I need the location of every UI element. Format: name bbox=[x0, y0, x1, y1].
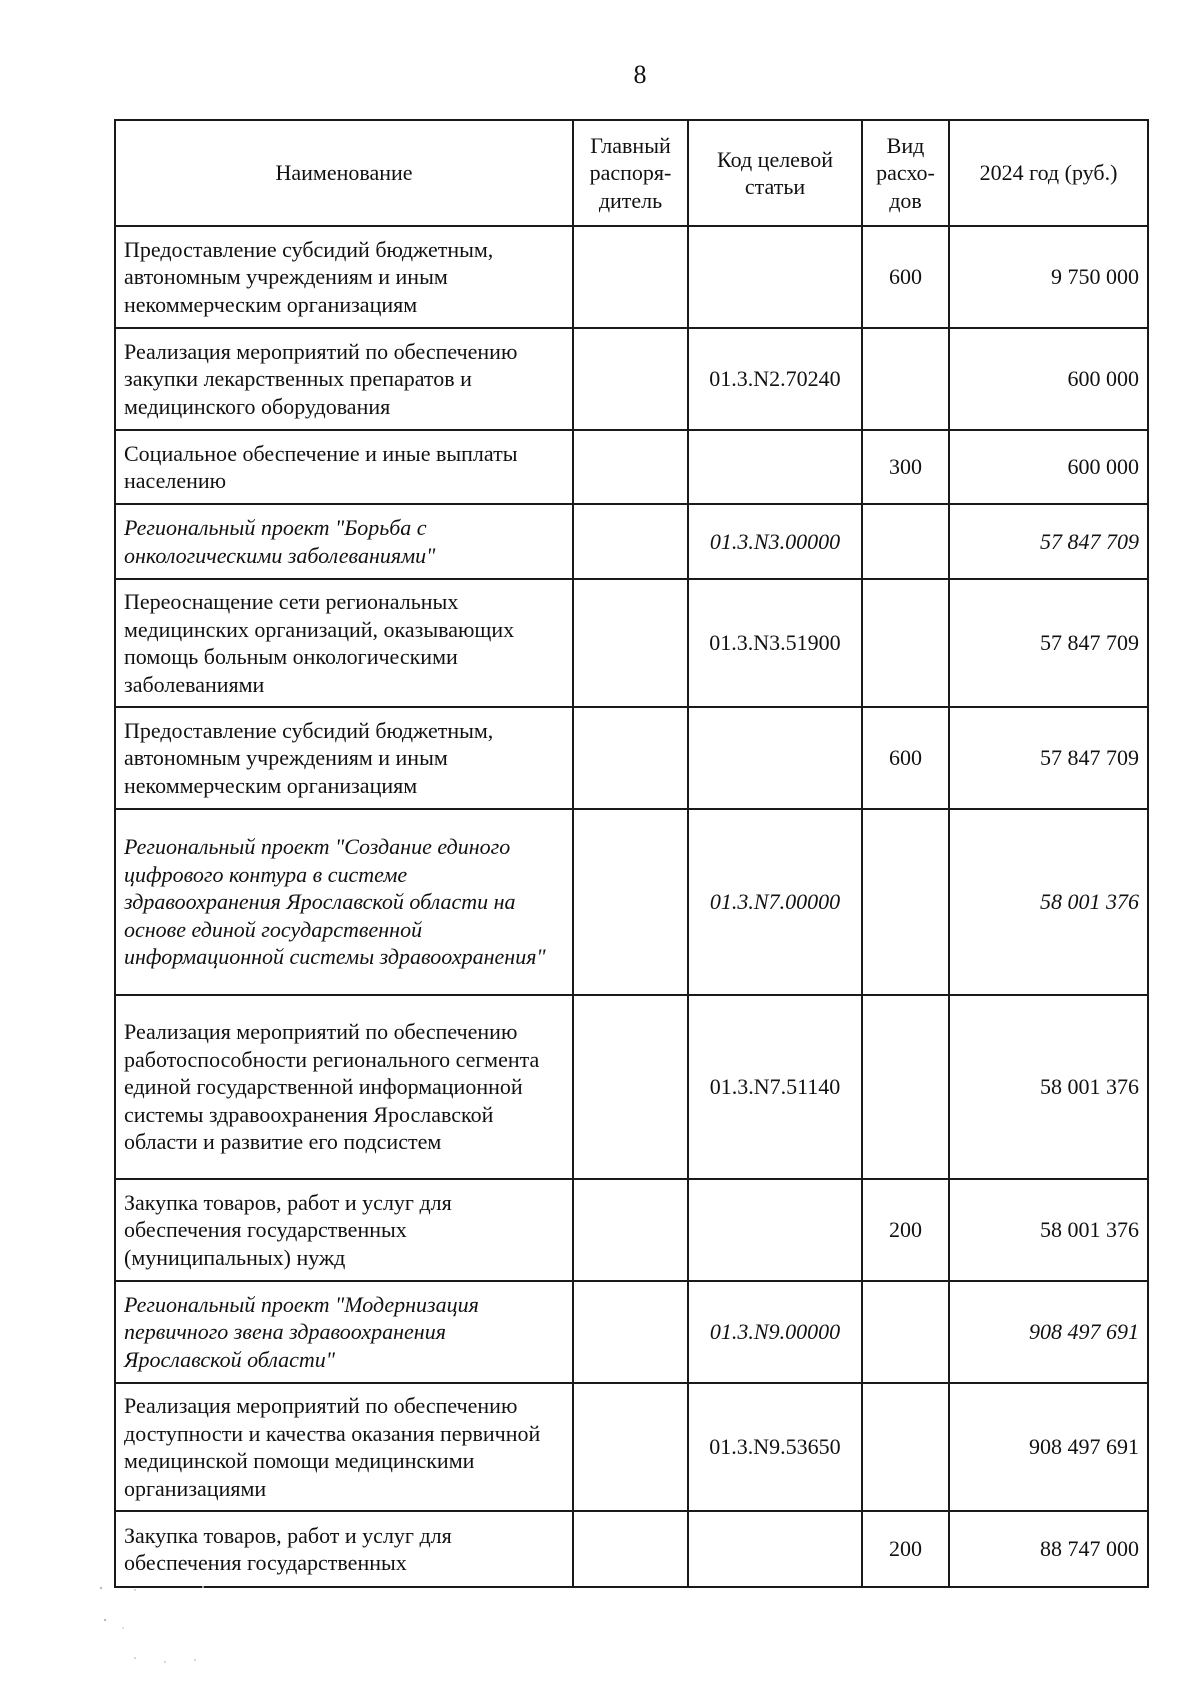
cell-name: Предоставление субсидий бюджетным, автономным учреждениям и иным некоммерческим организациям bbox=[115, 226, 573, 328]
table-row bbox=[115, 995, 1148, 1179]
cell-amount: 57 847 709 bbox=[949, 579, 1148, 707]
cell-ministry bbox=[573, 1179, 688, 1281]
cell-name: Реализация мероприятий по обеспечению работоспособности регионального сегмента единой государственной информационной системы здравоохранения Ярославской области и развитие его подсистем bbox=[115, 995, 573, 1179]
cell-amount: 908 497 691 bbox=[949, 1383, 1148, 1511]
cell-vid bbox=[862, 328, 949, 430]
cell-vid bbox=[862, 579, 949, 707]
table-row bbox=[115, 1281, 1148, 1383]
cell-vid: 600 bbox=[862, 707, 949, 809]
cell-code bbox=[688, 430, 862, 504]
cell-amount: 58 001 376 bbox=[949, 809, 1148, 995]
table-row bbox=[115, 328, 1148, 430]
cell-vid: 600 bbox=[862, 226, 949, 328]
cell-code bbox=[688, 1179, 862, 1281]
cell-ministry bbox=[573, 1511, 688, 1587]
cell-name: Реализация мероприятий по обеспечению доступности и качества оказания первичной медицинской помощи медицинскими организациями bbox=[115, 1383, 573, 1511]
cell-vid bbox=[862, 1383, 949, 1511]
header-name: Наименование bbox=[115, 120, 573, 226]
cell-code: 01.3.N7.00000 bbox=[688, 809, 862, 995]
cell-ministry bbox=[573, 809, 688, 995]
cell-amount: 88 747 000 bbox=[949, 1511, 1148, 1587]
cell-amount: 600 000 bbox=[949, 430, 1148, 504]
cell-amount: 908 497 691 bbox=[949, 1281, 1148, 1383]
cell-amount: 58 001 376 bbox=[949, 1179, 1148, 1281]
cell-code: 01.3.N9.53650 bbox=[688, 1383, 862, 1511]
cell-name: Реализация мероприятий по обеспечению закупки лекарственных препаратов и медицинского оборудования bbox=[115, 328, 573, 430]
table-row bbox=[115, 226, 1148, 328]
cell-ministry bbox=[573, 504, 688, 579]
cell-ministry bbox=[573, 579, 688, 707]
budget-table bbox=[114, 119, 1149, 1588]
table-row bbox=[115, 1179, 1148, 1281]
cell-name: Социальное обеспечение и иные выплаты населению bbox=[115, 430, 573, 504]
table-row bbox=[115, 707, 1148, 809]
table-row bbox=[115, 1383, 1148, 1511]
cell-vid bbox=[862, 504, 949, 579]
cell-name: Закупка товаров, работ и услуг для обеспечения государственных (муниципальных) нужд bbox=[115, 1179, 573, 1281]
cell-ministry bbox=[573, 995, 688, 1179]
cell-vid bbox=[862, 995, 949, 1179]
table-row bbox=[115, 579, 1148, 707]
cell-code: 01.3.N3.51900 bbox=[688, 579, 862, 707]
cell-vid: 200 bbox=[862, 1511, 949, 1587]
cell-code bbox=[688, 226, 862, 328]
header-code: Код целевой статьи bbox=[688, 120, 862, 226]
cell-code: 01.3.N3.00000 bbox=[688, 504, 862, 579]
header-vid: Вид расхо-дов bbox=[862, 120, 949, 226]
cell-code: 01.3.N9.00000 bbox=[688, 1281, 862, 1383]
cell-name: Закупка товаров, работ и услуг для обеспечения государственных bbox=[115, 1511, 573, 1587]
cell-name: Региональный проект "Создание единого цифрового контура в системе здравоохранения Ярославской области на основе единой государственной информационной системы здравоохранения" bbox=[115, 809, 573, 995]
header-amount: 2024 год (руб.) bbox=[949, 120, 1148, 226]
cell-ministry bbox=[573, 1281, 688, 1383]
cell-vid bbox=[862, 1281, 949, 1383]
cell-ministry bbox=[573, 1383, 688, 1511]
cell-name: Переоснащение сети региональных медицинских организаций, оказывающих помощь больным онкологическими заболеваниями bbox=[115, 579, 573, 707]
scan-specks bbox=[95, 1580, 225, 1680]
cell-name: Региональный проект "Модернизация первичного звена здравоохранения Ярославской области" bbox=[115, 1281, 573, 1383]
cell-ministry bbox=[573, 226, 688, 328]
cell-ministry bbox=[573, 328, 688, 430]
cell-amount: 9 750 000 bbox=[949, 226, 1148, 328]
cell-amount: 57 847 709 bbox=[949, 504, 1148, 579]
table-row bbox=[115, 504, 1148, 579]
cell-vid: 300 bbox=[862, 430, 949, 504]
cell-ministry bbox=[573, 707, 688, 809]
table-body bbox=[115, 226, 1148, 1587]
cell-name: Региональный проект "Борьба с онкологическими заболеваниями" bbox=[115, 504, 573, 579]
cell-code: 01.3.N7.51140 bbox=[688, 995, 862, 1179]
cell-name: Предоставление субсидий бюджетным, автономным учреждениям и иным некоммерческим организациям bbox=[115, 707, 573, 809]
cell-vid bbox=[862, 809, 949, 995]
header-ministry: Главный распоря-дитель bbox=[573, 120, 688, 226]
page-number: 8 bbox=[633, 60, 647, 89]
cell-code bbox=[688, 707, 862, 809]
cell-amount: 57 847 709 bbox=[949, 707, 1148, 809]
cell-code: 01.3.N2.70240 bbox=[688, 328, 862, 430]
cell-amount: 58 001 376 bbox=[949, 995, 1148, 1179]
cell-ministry bbox=[573, 430, 688, 504]
table-row bbox=[115, 1511, 1148, 1587]
cell-code bbox=[688, 1511, 862, 1587]
table-row bbox=[115, 809, 1148, 995]
cell-amount: 600 000 bbox=[949, 328, 1148, 430]
cell-vid: 200 bbox=[862, 1179, 949, 1281]
table-row bbox=[115, 430, 1148, 504]
